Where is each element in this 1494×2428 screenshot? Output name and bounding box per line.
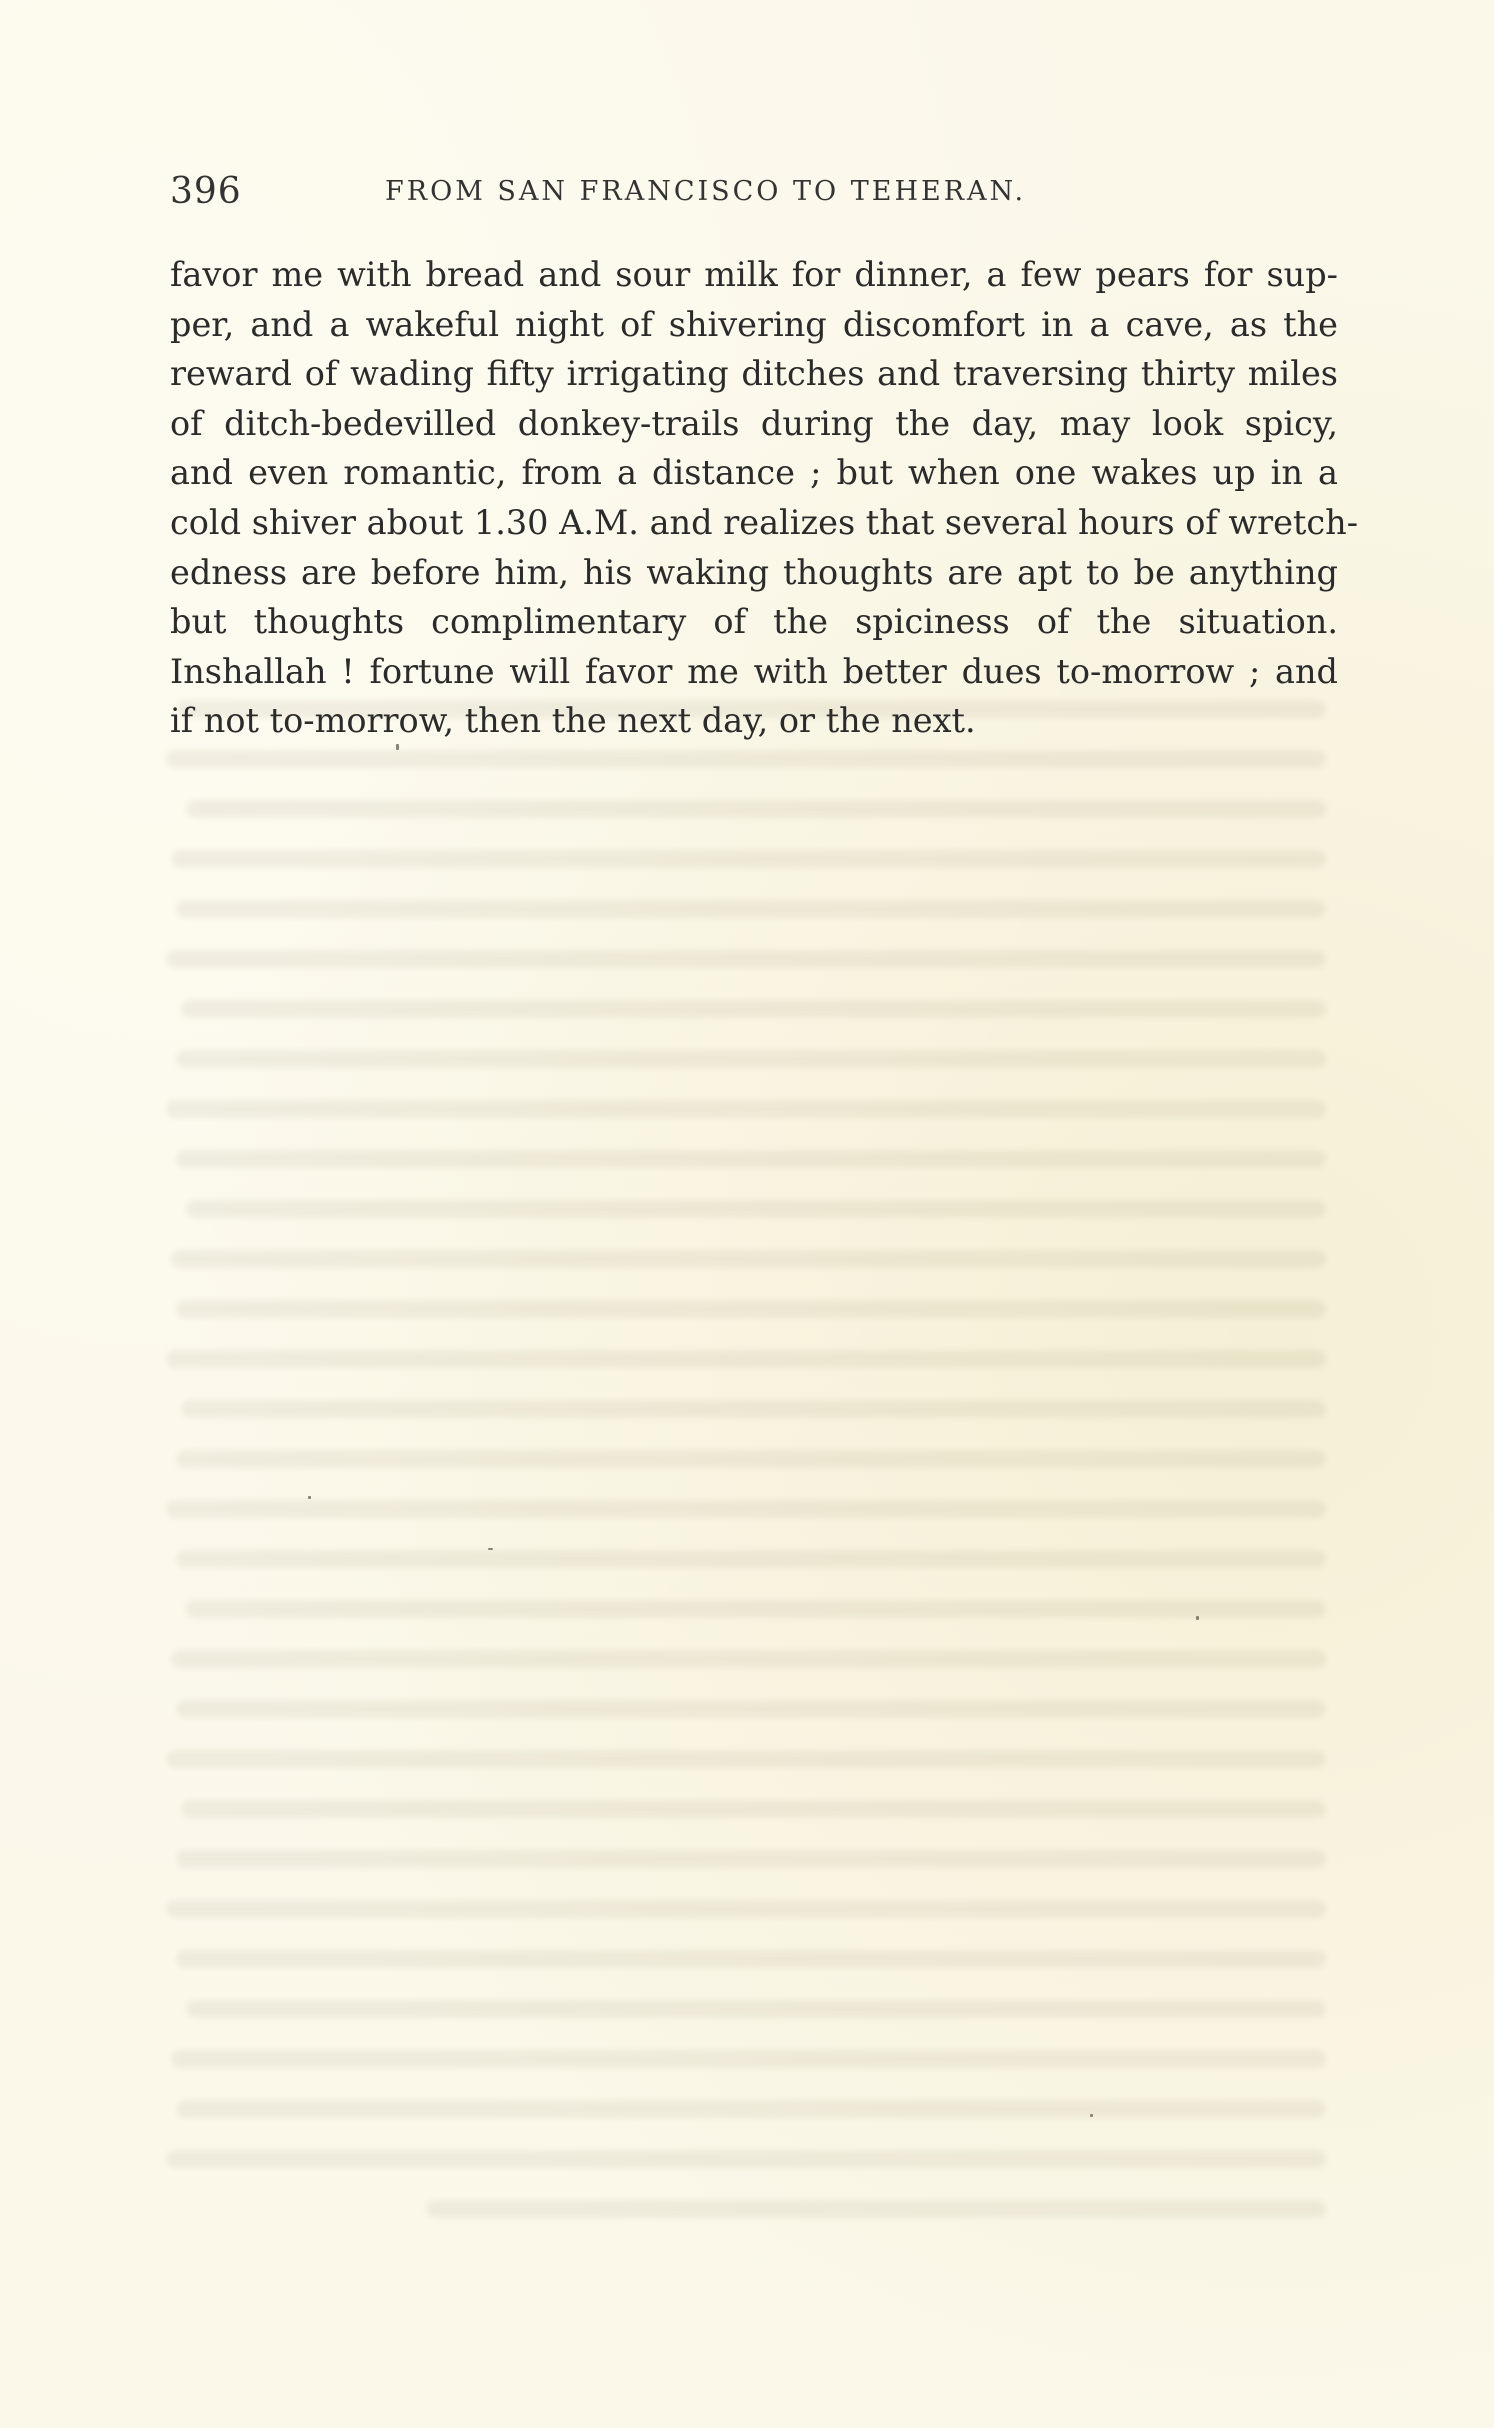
text-line: favor me with bread and sour milk for dinner, a few pears for sup- (170, 255, 1338, 294)
text-line: edness are before him, his waking thoughts are apt to be anything (170, 552, 1338, 592)
text-line: and even romantic, from a distance ; but when one wakes up in a (170, 453, 1338, 493)
paper-speck (1196, 1616, 1199, 1620)
page-number: 396 (170, 171, 242, 212)
paper-speck (396, 744, 399, 750)
paper-speck (1090, 2114, 1093, 2117)
text-line-last: if not to-morrow, then the next day, or the next. (170, 701, 976, 741)
body-paragraph (170, 250, 1359, 746)
text-line: cold shiver about 1.30 A.M. and realizes that several hours of wretch- (170, 502, 1359, 542)
text-line: reward of wading fifty irrigating ditches and traversing thirty miles (170, 354, 1338, 394)
text-line: per, and a wakeful night of shivering discomfort in a cave, as the (170, 304, 1338, 344)
paper-speck (308, 1496, 311, 1499)
text-line: Inshallah ! fortune will favor me with better dues to-morrow ; and (170, 651, 1338, 691)
text-line: of ditch-bedevilled donkey-trails during the day, may look spicy, (170, 403, 1338, 443)
text-line: but thoughts complimentary of the spiciness of the situation. (170, 602, 1338, 642)
running-header (170, 168, 1122, 216)
running-head-title: FROM SAN FRANCISCO TO TEHERAN. (385, 176, 1027, 207)
paper-speck (488, 1548, 493, 1550)
